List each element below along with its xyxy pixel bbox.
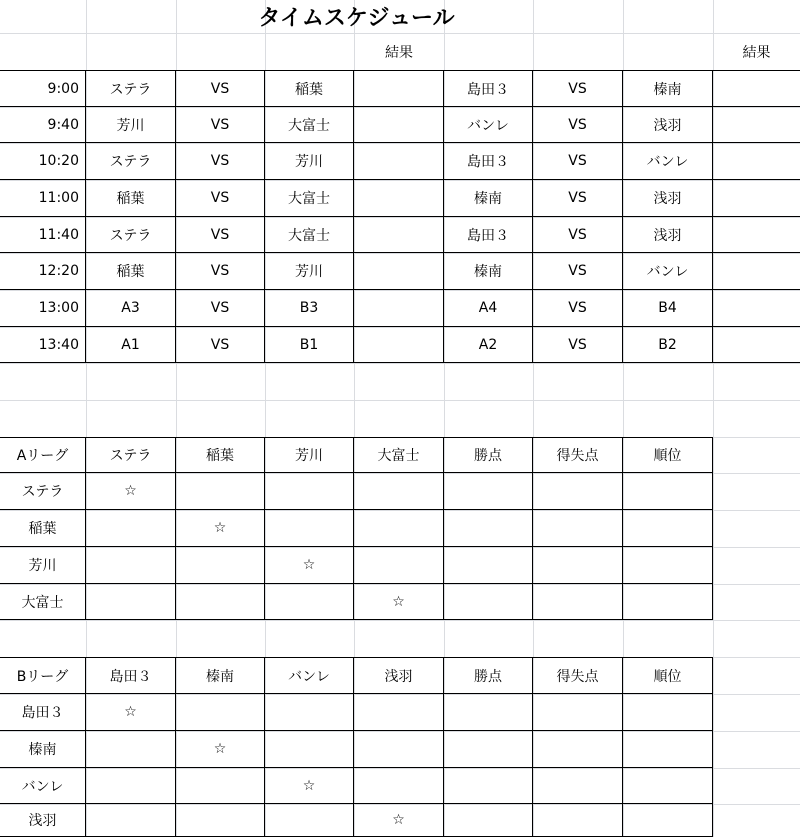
vs-cell[interactable]: VS — [533, 107, 623, 143]
team-cell[interactable]: 浅羽 — [623, 180, 713, 217]
league_a-header-team[interactable]: 大富士 — [354, 437, 444, 473]
league_a-score-cell[interactable] — [623, 510, 713, 547]
diagonal-mark[interactable]: ☆ — [265, 547, 354, 584]
league_a-score-cell[interactable] — [176, 547, 265, 584]
league_a-score-cell[interactable] — [176, 584, 265, 620]
league_b-score-cell[interactable] — [176, 804, 265, 837]
team-cell[interactable]: 稲葉 — [265, 70, 354, 107]
vs-cell[interactable]: VS — [176, 70, 265, 107]
league_b-score-cell[interactable] — [533, 731, 623, 768]
league_b-row-team[interactable]: 島田３ — [0, 694, 86, 731]
vs-cell[interactable]: VS — [176, 143, 265, 180]
gridline-horizontal — [0, 400, 800, 401]
team-cell[interactable]: B4 — [623, 290, 713, 327]
league_b-score-cell[interactable] — [444, 804, 533, 837]
league_a-score-cell[interactable] — [354, 547, 444, 584]
gridline-horizontal — [0, 363, 800, 364]
league_a-score-cell[interactable] — [444, 547, 533, 584]
result-cell[interactable] — [713, 327, 800, 363]
team-cell[interactable]: 大富士 — [265, 180, 354, 217]
league_b-score-cell[interactable] — [86, 804, 176, 837]
team-cell[interactable]: 島田３ — [444, 70, 533, 107]
time-cell[interactable]: 13:40 — [0, 327, 86, 363]
team-cell[interactable]: 大富士 — [265, 217, 354, 253]
result-cell[interactable] — [354, 217, 444, 253]
league_b-header-team[interactable]: 浅羽 — [354, 657, 444, 694]
league_a-score-cell[interactable] — [444, 473, 533, 510]
result-cell[interactable] — [713, 217, 800, 253]
result-cell[interactable] — [713, 290, 800, 327]
league_b-score-cell[interactable] — [623, 694, 713, 731]
league_a-score-cell[interactable] — [444, 584, 533, 620]
result-cell[interactable] — [354, 290, 444, 327]
time-cell[interactable]: 13:00 — [0, 290, 86, 327]
league_b-score-cell[interactable] — [176, 694, 265, 731]
league_a-score-cell[interactable] — [86, 510, 176, 547]
league_b-score-cell[interactable] — [265, 804, 354, 837]
result-cell[interactable] — [354, 70, 444, 107]
league_a-score-cell[interactable] — [176, 473, 265, 510]
team-cell[interactable]: 稲葉 — [86, 253, 176, 290]
league_b-score-cell[interactable] — [444, 694, 533, 731]
result-cell[interactable] — [354, 327, 444, 363]
league_b-row-team[interactable]: 榛南 — [0, 731, 86, 768]
team-cell[interactable]: A1 — [86, 327, 176, 363]
league_b-row-team[interactable]: 浅羽 — [0, 804, 86, 837]
vs-cell[interactable]: VS — [533, 290, 623, 327]
vs-cell[interactable]: VS — [533, 180, 623, 217]
team-cell[interactable]: 芳川 — [86, 107, 176, 143]
result-cell[interactable] — [354, 107, 444, 143]
diagonal-mark[interactable]: ☆ — [354, 804, 444, 837]
league_b-score-cell[interactable] — [533, 804, 623, 837]
team-cell[interactable]: 榛南 — [623, 70, 713, 107]
diagonal-mark[interactable]: ☆ — [176, 510, 265, 547]
team-cell[interactable]: 稲葉 — [86, 180, 176, 217]
league_a-score-cell[interactable] — [623, 547, 713, 584]
result-cell[interactable] — [354, 180, 444, 217]
league_a-score-cell[interactable] — [86, 584, 176, 620]
team-cell[interactable]: ステラ — [86, 70, 176, 107]
vs-cell[interactable]: VS — [176, 290, 265, 327]
time-cell[interactable]: 12:20 — [0, 253, 86, 290]
vs-cell[interactable]: VS — [533, 327, 623, 363]
league_a-row-team[interactable]: ステラ — [0, 473, 86, 510]
result-cell[interactable] — [713, 253, 800, 290]
league_a-score-cell[interactable] — [265, 510, 354, 547]
league_b-score-cell[interactable] — [533, 694, 623, 731]
league_a-score-cell[interactable] — [265, 584, 354, 620]
league_b-header-team[interactable]: 榛南 — [176, 657, 265, 694]
vs-cell[interactable]: VS — [176, 253, 265, 290]
vs-cell[interactable]: VS — [533, 253, 623, 290]
team-cell[interactable]: ステラ — [86, 143, 176, 180]
league_b-row-team[interactable]: バンレ — [0, 768, 86, 804]
team-cell[interactable]: バンレ — [623, 253, 713, 290]
result-header-a[interactable]: 結果 — [385, 44, 413, 61]
league_a-score-cell[interactable] — [86, 547, 176, 584]
league_b-header-stat[interactable]: 勝点 — [444, 657, 533, 694]
team-cell[interactable]: A4 — [444, 290, 533, 327]
team-cell[interactable]: バンレ — [444, 107, 533, 143]
diagonal-mark[interactable]: ☆ — [86, 694, 176, 731]
league_a-score-cell[interactable] — [533, 473, 623, 510]
sheet-title[interactable]: タイムスケジュール — [258, 6, 455, 31]
league_b-header-stat[interactable]: 得失点 — [533, 657, 623, 694]
league_a-header-stat[interactable]: 順位 — [623, 437, 713, 473]
league_a-score-cell[interactable] — [265, 473, 354, 510]
team-cell[interactable]: 芳川 — [265, 143, 354, 180]
league_a-row-team[interactable]: 芳川 — [0, 547, 86, 584]
result-cell[interactable] — [713, 143, 800, 180]
league_a-header-team[interactable]: 芳川 — [265, 437, 354, 473]
vs-cell[interactable]: VS — [533, 143, 623, 180]
vs-cell[interactable]: VS — [176, 217, 265, 253]
diagonal-mark[interactable]: ☆ — [176, 731, 265, 768]
league_b-label[interactable]: Bリーグ — [0, 657, 86, 694]
team-cell[interactable]: A2 — [444, 327, 533, 363]
result-cell[interactable] — [354, 143, 444, 180]
league_b-score-cell[interactable] — [176, 768, 265, 804]
time-cell[interactable]: 9:40 — [0, 107, 86, 143]
diagonal-mark[interactable]: ☆ — [354, 584, 444, 620]
league_b-score-cell[interactable] — [265, 731, 354, 768]
team-cell[interactable]: B1 — [265, 327, 354, 363]
league_b-score-cell[interactable] — [623, 731, 713, 768]
team-cell[interactable]: A3 — [86, 290, 176, 327]
time-cell[interactable]: 9:00 — [0, 70, 86, 107]
league_b-score-cell[interactable] — [354, 731, 444, 768]
league_b-score-cell[interactable] — [623, 804, 713, 837]
league_b-score-cell[interactable] — [354, 694, 444, 731]
league_a-score-cell[interactable] — [444, 510, 533, 547]
league_b-header-team[interactable]: 島田３ — [86, 657, 176, 694]
vs-cell[interactable]: VS — [176, 327, 265, 363]
vs-cell[interactable]: VS — [176, 180, 265, 217]
league_b-score-cell[interactable] — [533, 768, 623, 804]
team-cell[interactable]: B3 — [265, 290, 354, 327]
diagonal-mark[interactable]: ☆ — [86, 473, 176, 510]
league_a-header-team[interactable]: ステラ — [86, 437, 176, 473]
league_b-header-team[interactable]: バンレ — [265, 657, 354, 694]
team-cell[interactable]: 芳川 — [265, 253, 354, 290]
team-cell[interactable]: 榛南 — [444, 253, 533, 290]
league_b-score-cell[interactable] — [265, 694, 354, 731]
league_b-score-cell[interactable] — [444, 731, 533, 768]
team-cell[interactable]: 浅羽 — [623, 107, 713, 143]
league_a-label[interactable]: Aリーグ — [0, 437, 86, 473]
league_a-score-cell[interactable] — [533, 547, 623, 584]
team-cell[interactable]: 島田３ — [444, 143, 533, 180]
league_b-score-cell[interactable] — [623, 768, 713, 804]
team-cell[interactable]: 浅羽 — [623, 217, 713, 253]
result-cell[interactable] — [713, 180, 800, 217]
team-cell[interactable]: 大富士 — [265, 107, 354, 143]
league_b-header-stat[interactable]: 順位 — [623, 657, 713, 694]
vs-cell[interactable]: VS — [533, 217, 623, 253]
league_b-score-cell[interactable] — [444, 768, 533, 804]
league_a-row-team[interactable]: 稲葉 — [0, 510, 86, 547]
team-cell[interactable]: 島田３ — [444, 217, 533, 253]
result-cell[interactable] — [354, 253, 444, 290]
league_b-score-cell[interactable] — [86, 768, 176, 804]
league_a-header-team[interactable]: 稲葉 — [176, 437, 265, 473]
league_a-score-cell[interactable] — [623, 473, 713, 510]
diagonal-mark[interactable]: ☆ — [265, 768, 354, 804]
league_a-header-stat[interactable]: 得失点 — [533, 437, 623, 473]
team-cell[interactable]: 榛南 — [444, 180, 533, 217]
league_a-score-cell[interactable] — [623, 584, 713, 620]
team-cell[interactable]: ステラ — [86, 217, 176, 253]
vs-cell[interactable]: VS — [176, 107, 265, 143]
time-cell[interactable]: 11:40 — [0, 217, 86, 253]
gridline-horizontal — [0, 620, 800, 621]
time-cell[interactable]: 11:00 — [0, 180, 86, 217]
result-cell[interactable] — [713, 107, 800, 143]
league_a-row-team[interactable]: 大富士 — [0, 584, 86, 620]
team-cell[interactable]: B2 — [623, 327, 713, 363]
league_a-score-cell[interactable] — [533, 584, 623, 620]
league_a-header-stat[interactable]: 勝点 — [444, 437, 533, 473]
vs-cell[interactable]: VS — [533, 70, 623, 107]
result-cell[interactable] — [713, 70, 800, 107]
team-cell[interactable]: バンレ — [623, 143, 713, 180]
league_a-score-cell[interactable] — [354, 510, 444, 547]
time-cell[interactable]: 10:20 — [0, 143, 86, 180]
league_a-score-cell[interactable] — [354, 473, 444, 510]
league_b-score-cell[interactable] — [86, 731, 176, 768]
league_b-score-cell[interactable] — [354, 768, 444, 804]
league_a-score-cell[interactable] — [533, 510, 623, 547]
result-header-b[interactable]: 結果 — [742, 44, 771, 61]
